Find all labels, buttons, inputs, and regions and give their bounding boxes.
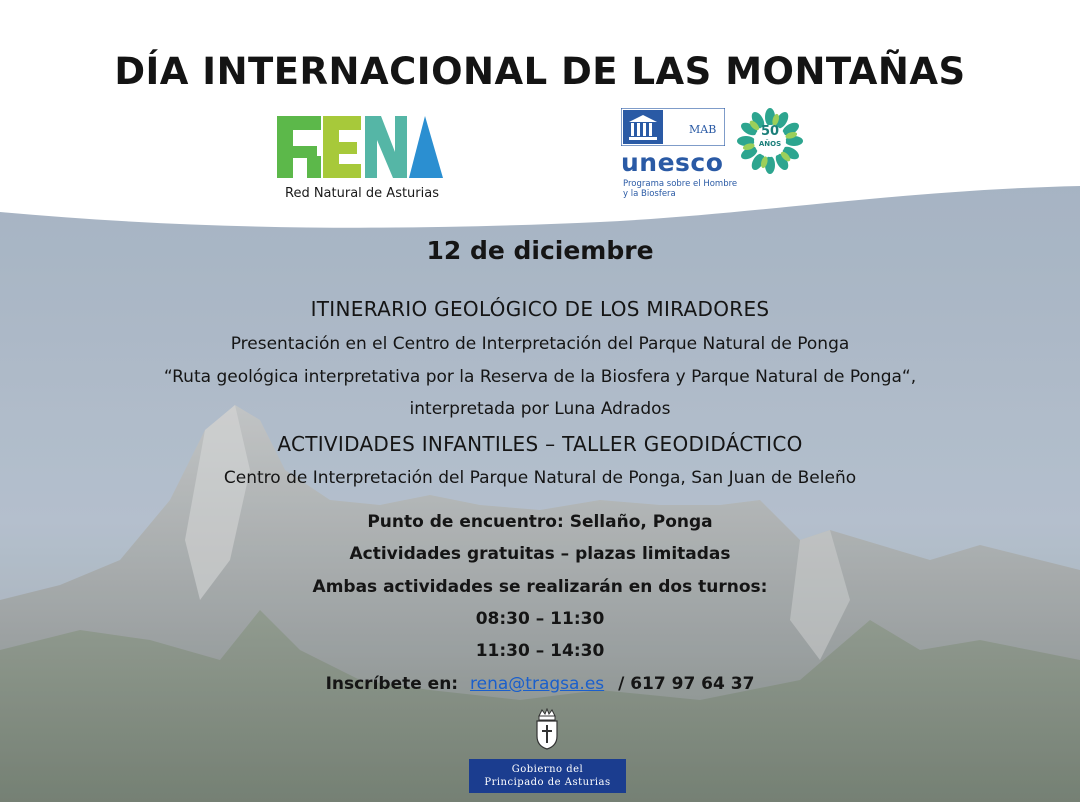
unesco-wordmark: unesco (621, 148, 724, 177)
government-logo (469, 759, 626, 793)
free-activities-note: Actividades gratuitas – plazas limitadas (349, 544, 731, 564)
asturias-crest-icon (534, 708, 560, 750)
unesco-logo (621, 108, 811, 203)
gov-line-2: Principado de Asturias (484, 777, 611, 788)
activities-heading: ACTIVIDADES INFANTILES – TALLER GEODIDÁCTICO (277, 432, 803, 456)
unesco-temple-icon (621, 108, 725, 146)
rena-caption: Red Natural de Asturias (285, 186, 439, 201)
page-title: DÍA INTERNACIONAL DE LAS MONTAÑAS (114, 50, 966, 93)
presenter-line: interpretada por Luna Adrados (409, 399, 671, 419)
unesco-subtitle: Programa sobre el Hombre y la Biosfera (623, 179, 738, 199)
emblem-word: AÑOS (758, 140, 782, 148)
gov-line-1: Gobierno del (511, 764, 584, 775)
registration-line (0, 674, 1080, 694)
route-title-line: “Ruta geológica interpretativa por la Reserva de la Biosfera y Parque Natural de Ponga“, (163, 367, 917, 387)
meeting-point: Punto de encuentro: Sellaño, Ponga (367, 512, 713, 532)
turns-note: Ambas actividades se realizarán en dos turnos: (312, 577, 768, 597)
time-slot-1: 08:30 – 11:30 (475, 609, 605, 629)
svg-text:MAB: MAB (689, 123, 717, 136)
itinerary-heading: ITINERARIO GEOLÓGICO DE LOS MIRADORES (310, 297, 770, 321)
email-link[interactable]: rena@tragsa.es (470, 674, 605, 694)
register-label: Inscríbete en: (325, 674, 459, 694)
emblem-number: 50 (760, 124, 780, 139)
phone-number: / 617 97 64 37 (618, 674, 755, 694)
event-date: 12 de diciembre (426, 236, 654, 265)
time-slot-2: 11:30 – 14:30 (475, 641, 605, 661)
emblem-label (737, 125, 803, 151)
presentation-line: Presentación en el Centro de Interpretación del Parque Natural de Ponga (230, 334, 850, 354)
activities-location: Centro de Interpretación del Parque Natural de Ponga, San Juan de Beleño (223, 468, 857, 488)
